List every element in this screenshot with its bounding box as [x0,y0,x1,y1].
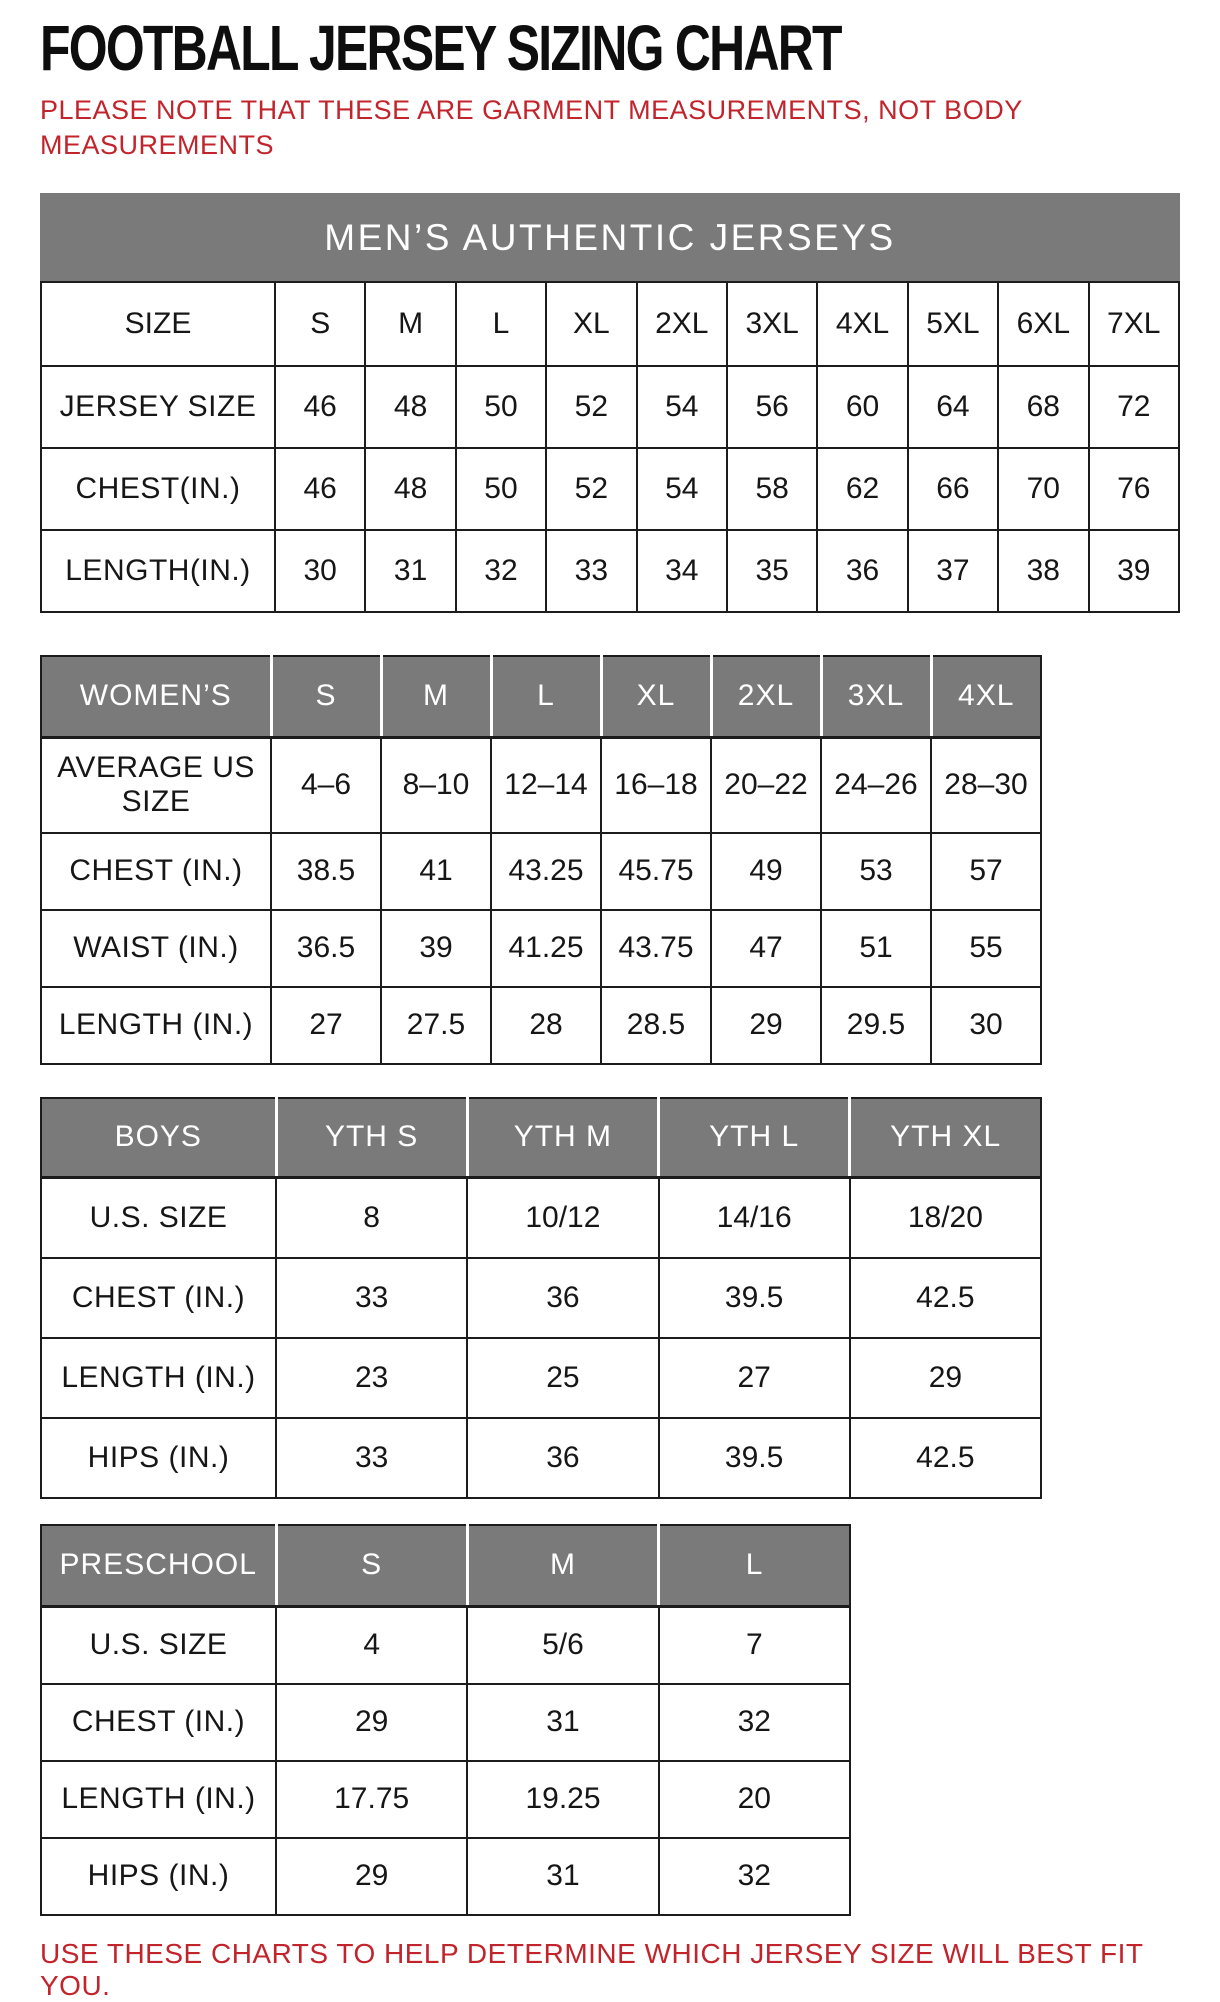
womens-sizing-table [40,655,1042,1065]
column-header: 4XL [817,282,907,366]
table-cell: 42.5 [850,1258,1041,1338]
header-label: WOMEN’S [41,656,271,738]
table-cell: 62 [817,448,907,530]
row-label: U.S. SIZE [41,1178,276,1258]
column-header: L [456,282,546,366]
mens-banner-row [41,194,1179,282]
table-row [41,910,1041,987]
garment-measurement-note [40,93,1220,162]
mens-body [41,366,1179,612]
table-cell: 55 [931,910,1041,987]
table-cell: 54 [637,366,727,448]
boys-body [41,1178,1041,1498]
table-cell: 33 [546,530,636,612]
boys-head [41,1098,1041,1178]
column-header: YTH XL [850,1098,1041,1178]
table-cell: 33 [276,1258,467,1338]
table-row [41,833,1041,910]
table-cell: 4 [276,1607,467,1684]
table-cell: 76 [1089,448,1179,530]
table-cell: 36 [467,1258,658,1338]
table-cell: 20–22 [711,738,821,833]
table-cell: 37 [908,530,998,612]
column-header: 3XL [727,282,817,366]
header-label: BOYS [41,1098,276,1178]
table-row [41,1418,1041,1498]
table-row [41,1684,850,1761]
table-cell: 72 [1089,366,1179,448]
column-header: S [275,282,365,366]
row-label: HIPS (IN.) [41,1838,276,1915]
table-cell: 42.5 [850,1418,1041,1498]
row-label: CHEST (IN.) [41,1684,276,1761]
boys-sizing-table [40,1097,1042,1499]
table-row [41,1761,850,1838]
table-cell: 39 [381,910,491,987]
table-cell: 29 [276,1684,467,1761]
table-cell: 66 [908,448,998,530]
table-cell: 18/20 [850,1178,1041,1258]
column-header: 2XL [637,282,727,366]
table-cell: 31 [467,1684,658,1761]
table-cell: 29.5 [821,987,931,1064]
row-label: CHEST (IN.) [41,1258,276,1338]
table-cell: 24–26 [821,738,931,833]
table-cell: 43.25 [491,833,601,910]
preschool-sizing-table [40,1524,851,1916]
table-cell: 43.75 [601,910,711,987]
table-row [41,366,1179,448]
table-cell: 64 [908,366,998,448]
table-cell: 32 [456,530,546,612]
table-cell: 30 [275,530,365,612]
table-cell: 70 [998,448,1088,530]
row-label: LENGTH(IN.) [41,530,275,612]
table-cell: 38.5 [271,833,381,910]
table-cell: 56 [727,366,817,448]
table-cell: 50 [456,366,546,448]
column-header: YTH M [467,1098,658,1178]
table-cell: 31 [467,1838,658,1915]
table-cell: 25 [467,1338,658,1418]
table-cell: 45.75 [601,833,711,910]
table-cell: 39.5 [659,1258,850,1338]
column-header: 6XL [998,282,1088,366]
table-cell: 35 [727,530,817,612]
table-cell: 29 [850,1338,1041,1418]
table-cell: 17.75 [276,1761,467,1838]
table-cell: 36 [467,1418,658,1498]
column-header: YTH L [659,1098,850,1178]
column-header: 2XL [711,656,821,738]
table-cell: 57 [931,833,1041,910]
row-label: CHEST(IN.) [41,448,275,530]
column-header: XL [546,282,636,366]
column-header: YTH S [276,1098,467,1178]
table-cell: 48 [365,366,455,448]
table-cell: 10/12 [467,1178,658,1258]
column-header: S [271,656,381,738]
table-row [41,448,1179,530]
table-cell: 27 [271,987,381,1064]
table-cell: 8–10 [381,738,491,833]
womens-head [41,656,1041,738]
table-cell: 46 [275,366,365,448]
table-row [41,1607,850,1684]
mens-head [41,194,1179,366]
table-cell: 36.5 [271,910,381,987]
table-cell: 23 [276,1338,467,1418]
table-cell: 50 [456,448,546,530]
row-label: AVERAGE US SIZE [41,738,271,833]
table-cell: 36 [817,530,907,612]
column-header: 5XL [908,282,998,366]
column-header: 7XL [1089,282,1179,366]
note-line-2: MEASUREMENTS [40,130,275,161]
table-cell: 12–14 [491,738,601,833]
table-cell: 31 [365,530,455,612]
table-cell: 39.5 [659,1418,850,1498]
table-cell: 41.25 [491,910,601,987]
table-cell: 20 [659,1761,850,1838]
footer-note: USE THESE CHARTS TO HELP DETERMINE WHICH JERSEY SIZE WILL BEST FIT YOU. [40,1937,1143,2001]
table-cell: 39 [1089,530,1179,612]
table-cell: 38 [998,530,1088,612]
row-label: LENGTH (IN.) [41,987,271,1064]
column-header: M [365,282,455,366]
column-header: S [276,1525,467,1607]
table-cell: 7 [659,1607,850,1684]
preschool-head [41,1525,850,1607]
table-cell: 52 [546,366,636,448]
column-header: 3XL [821,656,931,738]
table-cell: 60 [817,366,907,448]
table-cell: 27.5 [381,987,491,1064]
column-header: L [659,1525,850,1607]
preschool-body [41,1607,850,1915]
column-header: L [491,656,601,738]
row-label: JERSEY SIZE [41,366,275,448]
table-cell: 68 [998,366,1088,448]
table-cell: 27 [659,1338,850,1418]
table-row [41,738,1041,833]
table-cell: 29 [711,987,821,1064]
table-cell: 51 [821,910,931,987]
table-cell: 34 [637,530,727,612]
table-row [41,530,1179,612]
row-label: LENGTH (IN.) [41,1338,276,1418]
womens-body [41,738,1041,1064]
table-cell: 46 [275,448,365,530]
table-cell: 49 [711,833,821,910]
table-cell: 28.5 [601,987,711,1064]
row-label: WAIST (IN.) [41,910,271,987]
table-cell: 28–30 [931,738,1041,833]
table-cell: 30 [931,987,1041,1064]
header-label: SIZE [41,282,275,366]
table-cell: 16–18 [601,738,711,833]
table-cell: 52 [546,448,636,530]
table-cell: 4–6 [271,738,381,833]
table-cell: 5/6 [467,1607,658,1684]
note-line-1: PLEASE NOTE THAT THESE ARE GARMENT MEASUREMENTS, NOT BODY [40,95,1023,126]
table-cell: 32 [659,1684,850,1761]
boys-header-row [41,1098,1041,1178]
table-cell: 58 [727,448,817,530]
table-cell: 19.25 [467,1761,658,1838]
table-cell: 47 [711,910,821,987]
header-label: PRESCHOOL [41,1525,276,1607]
row-label: U.S. SIZE [41,1607,276,1684]
table-cell: 29 [276,1838,467,1915]
row-label: HIPS (IN.) [41,1418,276,1498]
column-header: M [381,656,491,738]
column-header: XL [601,656,711,738]
table-banner: MEN’S AUTHENTIC JERSEYS [41,194,1179,282]
column-header: M [467,1525,658,1607]
mens-header-row [41,282,1179,366]
table-cell: 32 [659,1838,850,1915]
table-cell: 48 [365,448,455,530]
mens-authentic-jerseys-table [40,193,1180,613]
table-row [41,987,1041,1064]
sizing-chart-page [0,12,1220,2002]
table-cell: 53 [821,833,931,910]
row-label: CHEST (IN.) [41,833,271,910]
table-cell: 14/16 [659,1178,850,1258]
table-row [41,1838,850,1915]
table-cell: 41 [381,833,491,910]
column-header: 4XL [931,656,1041,738]
table-cell: 33 [276,1418,467,1498]
table-cell: 28 [491,987,601,1064]
preschool-header-row [41,1525,850,1607]
table-row [41,1258,1041,1338]
table-row [41,1338,1041,1418]
row-label: LENGTH (IN.) [41,1761,276,1838]
table-cell: 54 [637,448,727,530]
table-cell: 8 [276,1178,467,1258]
womens-header-row [41,656,1041,738]
page-title: FOOTBALL JERSEY SIZING CHART [40,12,841,85]
table-row [41,1178,1041,1258]
